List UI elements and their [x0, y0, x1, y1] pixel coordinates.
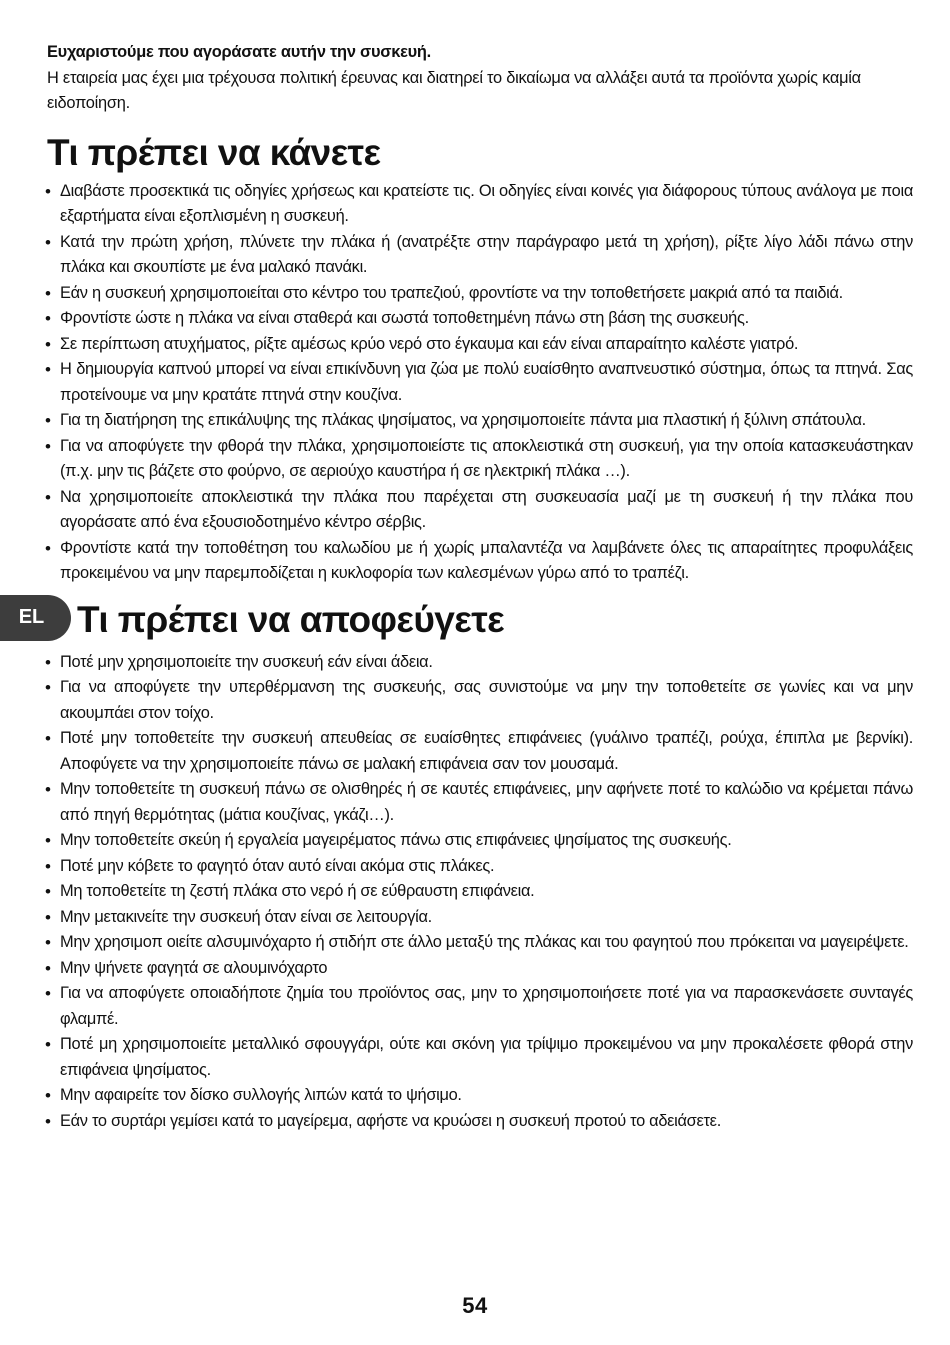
avoid-list-item: • Εάν το συρτάρι γεμίσει κατά το μαγείρεμα, αφήστε να κρυώσει η συσκευή προτού το αδειάσετε.	[47, 1109, 913, 1135]
avoid-list-item: • Μην χρησιμοπ οιείτε αλσυμινόχαρτο ή στιδήπ στε άλλο μεταξύ της πλάκας και του φαγητού που πρόκειται να μαγειρέψετε.	[47, 930, 913, 956]
intro	[47, 40, 913, 117]
do-list-item: • Για να αποφύγετε την φθορά την πλάκα, χρησιμοποιείστε τις αποκλειστικά στη συσκευή, για την οποία κατασκευάστηκαν (π.χ. μην τις βάζετε στο φούρνο, σε αεριούχο καυστήρα ή σε ηλεκτρική πλάκα …).	[47, 434, 913, 485]
avoid-list-item: • Μην τοποθετείτε σκεύη ή εργαλεία μαγειρέματος πάνω στις επιφάνειες ψησίματος της συσκευής.	[47, 828, 913, 854]
section-title-do: Τι πρέπει να κάνετε	[47, 131, 381, 173]
avoid-list-item: • Μη τοποθετείτε τη ζεστή πλάκα στο νερό ή σε εύθραυστη επιφάνεια.	[47, 879, 913, 905]
do-list-item: • Να χρησιμοποιείτε αποκλειστικά την πλάκα που παρέχεται στη συσκευασία μαζί με τη συσκευή ή την πλάκα που αγοράσατε από ένα εξουσιοδοτημένο κέντρο σέρβις.	[47, 485, 913, 536]
avoid-list-item: • Μην αφαιρείτε τον δίσκο συλλογής λιπών κατά το ψήσιμο.	[47, 1083, 913, 1109]
language-tab	[0, 595, 71, 641]
avoid-list-item: • Μην μετακινείτε την συσκευή όταν είναι σε λειτουργία.	[47, 905, 913, 931]
avoid-list-item: • Μην τοποθετείτε τη συσκευή πάνω σε ολισθηρές ή σε καυτές επιφάνειες, μην αφήνετε ποτέ το καλώδιο να κρέμεται πάνω από πηγή θερμότητας (μάτια κουζίνας, γκάζι…).	[47, 777, 913, 828]
intro-lead: Ευχαριστούμε που αγοράσατε αυτήν την συσκευή.	[47, 43, 431, 61]
do-list-item: • Για τη διατήρηση της επικάλυψης της πλάκας ψησίματος, να χρησιμοποιείτε πάντα μια πλαστική ή ξύλινη σπάτουλα.	[47, 408, 913, 434]
avoid-list-item: • Ποτέ μην χρησιμοποιείτε την συσκευή εάν είναι άδεια.	[47, 650, 913, 676]
do-list-item: • Η δημιουργία καπνού μπορεί να είναι επικίνδυνη για ζώα με πολύ ευαίσθητο αναπνευστικό σύστημα, όπως τα πτηνά. Σας προτείνουμε να μην κρατάτε πτηνά στην κουζίνα.	[47, 357, 913, 408]
section-title-avoid: Τι πρέπει να αποφεύγετε	[77, 598, 505, 640]
document-page	[18, 40, 913, 1134]
intro-body: Η εταιρεία μας έχει μια τρέχουσα πολιτική έρευνας και διατηρεί το δικαίωμα να αλλάξει αυτά τα προϊόντα χωρίς καμία ειδοποίηση.	[47, 68, 861, 112]
page-number: 54	[462, 1293, 488, 1318]
do-list-item: • Φροντίστε ώστε η πλάκα να είναι σταθερά και σωστά τοποθετημένη πάνω στη βάση της συσκευής.	[47, 306, 913, 332]
avoid-list-item: • Ποτέ μην κόβετε το φαγητό όταν αυτό είναι ακόμα στις πλάκες.	[47, 854, 913, 880]
language-tab-label: EL	[18, 606, 45, 628]
avoid-list-item: • Για να αποφύγετε οποιαδήποτε ζημία του προϊόντος σας, μην το χρησιμοποιήσετε ποτέ για να παρασκενάσετε συνταγές φλαμπέ.	[47, 981, 913, 1032]
do-list	[47, 179, 913, 587]
do-list-item: • Σε περίπτωση ατυχήματος, ρίξτε αμέσως κρύο νερό στο έγκαυμα και εάν είναι απαραίτητο καλέστε γιατρό.	[47, 332, 913, 358]
section-header-avoid	[18, 598, 913, 642]
do-list-item: • Κατά την πρώτη χρήση, πλύνετε την πλάκα ή (ανατρέξτε στην παράγραφο μετά τη χρήση), ρίξτε λίγο λάδι πάνω στην πλάκα και σκουπίστε με ένα μαλακό πανάκι.	[47, 230, 913, 281]
avoid-list	[47, 650, 913, 1135]
do-list-item: • Φροντίστε κατά την τοποθέτηση του καλωδίου με ή χωρίς μπαλαντέζα να λαμβάνετε όλες τις απαραίτητες προφυλάξεις προκειμένου να μην παρεμποδίζεται η κυκλοφορία των καλεσμένων γύρω από το τραπέζι.	[47, 536, 913, 587]
avoid-list-item: • Ποτέ μη χρησιμοποιείτε μεταλλικό σφουγγάρι, ούτε και σκόνη για τρίψιμο προκειμένου να μην προκαλέσετε φθορά στην επιφάνεια ψησίματος.	[47, 1032, 913, 1083]
do-list-item: • Διαβάστε προσεκτικά τις οδηγίες χρήσεως και κρατείστε τις. Οι οδηγίες είναι κοινές για διάφορους τύπους ανάλογα με ποια εξαρτήματα είναι εξοπλισμένη η συσκευή.	[47, 179, 913, 230]
avoid-list-item: • Ποτέ μην τοποθετείτε την συσκευή απευθείας σε ευαίσθητες επιφάνειες (γυάλινο τραπέζι, ρούχα, έπιπλα με βερνίκι). Αποφύγετε να την χρησιμοποιείτε πάνω σε μαλακή επιφάνεια σαν τον μουσαμά.	[47, 726, 913, 777]
avoid-list-item: • Μην ψήνετε φαγητά σε αλουμινόχαρτο	[47, 956, 913, 982]
avoid-list-item: • Για να αποφύγετε την υπερθέρμανση της συσκευής, σας συνιστούμε να μην την τοποθετείτε σε γωνίες και να μην ακουμπάει στον τοίχο.	[47, 675, 913, 726]
do-list-item: • Εάν η συσκευή χρησιμοποιείται στο κέντρο του τραπεζιού, φροντίστε να την τοποθετήσετε μακριά από τα παιδιά.	[47, 281, 913, 307]
